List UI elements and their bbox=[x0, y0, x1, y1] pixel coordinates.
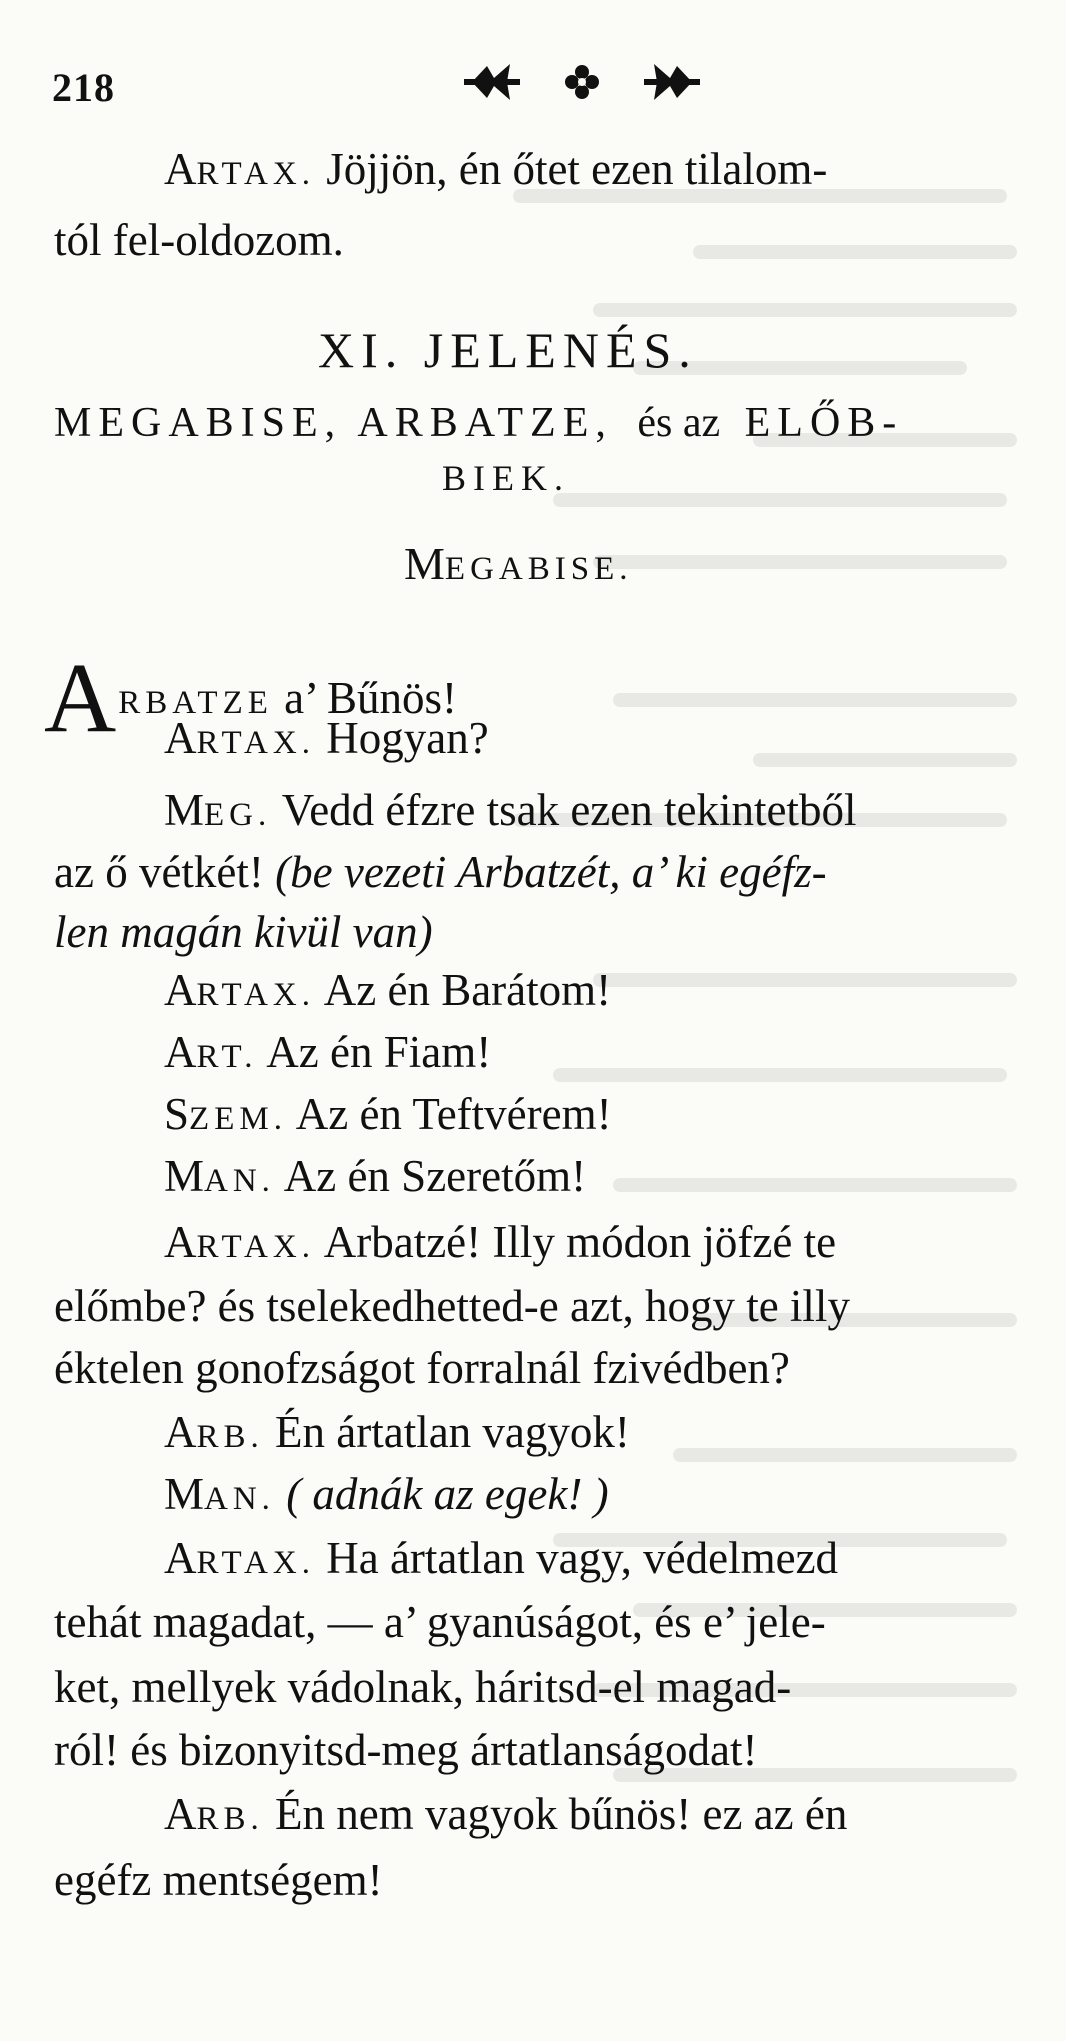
scene-title: XI. JELENÉS. bbox=[318, 322, 698, 378]
speaker-name: MAN. bbox=[164, 1151, 275, 1201]
dialogue-text: Az én Teftvérem! bbox=[295, 1089, 612, 1139]
text-line-17 bbox=[164, 1533, 839, 1583]
speaker-name: ARTAX. bbox=[164, 965, 315, 1015]
text-line-5 bbox=[164, 785, 857, 835]
cast-list-line-2: BIEK. bbox=[442, 458, 570, 498]
dialogue-text: Vedd éfzre tsak ezen tekintetből bbox=[281, 785, 857, 835]
page-header bbox=[52, 58, 1022, 118]
speaker-name: ARTAX. bbox=[164, 144, 315, 194]
text-line-4 bbox=[164, 713, 489, 763]
speaker-name: ART. bbox=[164, 1027, 258, 1077]
stage-direction: ( adnák az egek! ) bbox=[286, 1469, 609, 1519]
dialogue-text: Én ártatlan vagyok! bbox=[275, 1407, 630, 1457]
dialogue-text: Az én Barátom! bbox=[323, 965, 612, 1015]
text-line-21 bbox=[164, 1789, 848, 1839]
text-line-20: ról! és bizonyitsd-meg ártatlanságodat! bbox=[54, 1725, 758, 1775]
text-line-14: éktelen gonofzságot forralnál fzivédben? bbox=[54, 1343, 790, 1393]
dialogue-text: Jöjjön, én őtet ezen tilalom- bbox=[326, 144, 828, 194]
speaker-name: ARTAX. bbox=[164, 1533, 315, 1583]
speaker-name: ARB. bbox=[164, 1789, 264, 1839]
text-line-15 bbox=[164, 1407, 630, 1457]
text-line-6 bbox=[54, 847, 827, 897]
fleuron-ornament-icon bbox=[452, 58, 712, 106]
speaker-name: MAN. bbox=[164, 1469, 275, 1519]
text-line-19: ket, mellyek vádolnak, háritsd-el magad- bbox=[54, 1662, 792, 1712]
text-line-13: előmbe? és tselekedhetted-e azt, hogy te illy bbox=[54, 1281, 850, 1331]
stage-direction: (be vezeti Arbatzét, a’ ki egéfz- bbox=[275, 847, 827, 897]
speaker-name: RBATZE bbox=[118, 685, 273, 721]
dialogue-text: Arbatzé! Illy módon jöfzé te bbox=[323, 1217, 837, 1267]
dialogue-text: Az én Fiam! bbox=[266, 1027, 492, 1077]
text-line-7: len magán kivül van) bbox=[54, 907, 433, 957]
text-line-18: tehát magadat, — a’ gyanúságot, és e’ jele- bbox=[54, 1597, 826, 1647]
text-line-16 bbox=[164, 1469, 609, 1519]
speaker-name: SZEM. bbox=[164, 1089, 287, 1139]
text-line-2: tól fel-oldozom. bbox=[54, 215, 344, 265]
dialogue-text: Hogyan? bbox=[326, 713, 489, 763]
speaker-name: MEG. bbox=[164, 785, 272, 835]
dialogue-text: Az én Szeretőm! bbox=[283, 1151, 587, 1201]
text-line-8 bbox=[164, 965, 612, 1015]
text-line-11 bbox=[164, 1151, 587, 1201]
speaker-name: ARTAX. bbox=[164, 1217, 315, 1267]
text-line-12 bbox=[164, 1217, 837, 1267]
dialogue-text: Ha ártatlan vagy, védelmezd bbox=[326, 1533, 839, 1583]
dialogue-text: az ő vétkét! bbox=[54, 847, 264, 897]
text-line-9 bbox=[164, 1027, 492, 1077]
speaker-name: ARTAX. bbox=[164, 713, 315, 763]
text-line-1 bbox=[164, 144, 828, 194]
speaker-name: ARB. bbox=[164, 1407, 264, 1457]
dialogue-text: a’ Bűnös! bbox=[284, 673, 458, 723]
cast-list-line-1: MEGABISE, ARBATZE, és az ELŐB- bbox=[54, 400, 904, 446]
speaker-heading: MEGABISE. bbox=[404, 538, 633, 589]
drop-cap: A bbox=[44, 642, 117, 753]
page-number: 218 bbox=[52, 65, 115, 110]
text-line-10 bbox=[164, 1089, 612, 1139]
dialogue-text: Én nem vagyok bűnös! ez az én bbox=[275, 1789, 848, 1839]
text-line-22: egéfz mentségem! bbox=[54, 1855, 383, 1905]
